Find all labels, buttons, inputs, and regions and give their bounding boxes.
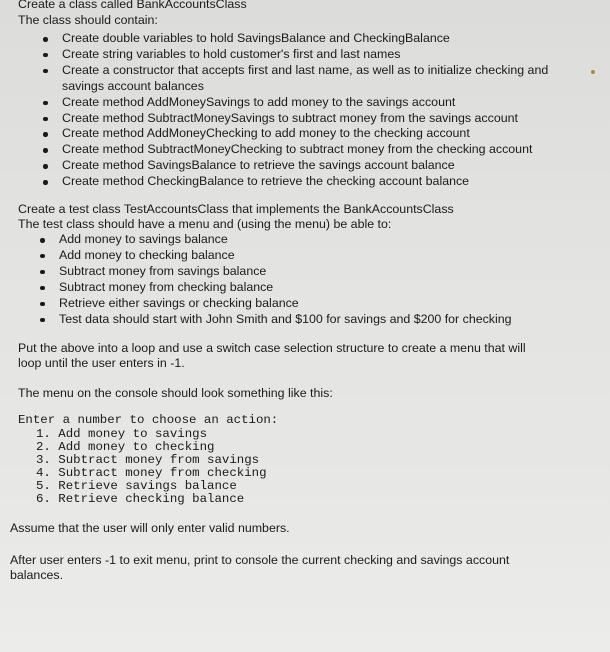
list-item: Test data should start with John Smith and $100 for savings and $200 for checking	[59, 312, 559, 328]
bullet-icon	[43, 180, 48, 185]
paper-speck	[591, 70, 595, 74]
section2-intro: The test class should have a menu and (using the menu) be able to:	[18, 217, 392, 231]
bullet-icon	[43, 69, 48, 74]
list-item: Subtract money from savings balance	[59, 264, 559, 280]
console-option-2: 2. Add money to checking	[36, 440, 215, 454]
list-item: Subtract money from checking balance	[59, 280, 559, 296]
list-item: Create string variables to hold customer's first and last names	[62, 47, 572, 63]
exit-text-line-2: balances.	[10, 568, 64, 582]
section2-list	[59, 232, 559, 327]
section1-intro: The class should contain:	[18, 13, 158, 27]
list-item: Create method SubtractMoneyChecking to subtract money from the checking account	[62, 142, 572, 158]
bullet-icon	[40, 238, 45, 243]
menu-intro: The menu on the console should look something like this:	[18, 386, 333, 400]
bullet-icon	[40, 254, 45, 259]
list-item: Create method SubtractMoneySavings to subtract money from the savings account	[62, 111, 572, 127]
bullet-icon	[43, 148, 48, 153]
bullet-icon	[43, 164, 48, 169]
bullet-icon	[40, 302, 45, 307]
console-option-1: 1. Add money to savings	[36, 427, 208, 441]
section1-list	[62, 31, 572, 190]
list-item: Create a constructor that accepts first and last name, as well as to initialize checking and savings account balances	[62, 63, 572, 95]
console-option-3: 3. Subtract money from savings	[36, 453, 260, 467]
list-item: Retrieve either savings or checking balance	[59, 296, 559, 312]
list-item: Add money to checking balance	[59, 248, 559, 264]
loop-text-line-2: loop until the user enters in -1.	[18, 356, 185, 370]
list-item: Create method AddMoneyChecking to add money to the checking account	[62, 126, 572, 142]
console-option-6: 6. Retrieve checking balance	[36, 492, 245, 506]
console-option-5: 5. Retrieve savings balance	[36, 479, 237, 493]
exit-text-line-1: After user enters -1 to exit menu, print to console the current checking and savings account	[10, 553, 510, 567]
list-item: Create method SavingsBalance to retrieve the savings account balance	[62, 158, 572, 174]
section2-title: Create a test class TestAccountsClass that implements the BankAccountsClass	[18, 202, 454, 216]
list-item: Create method AddMoneySavings to add money to the savings account	[62, 95, 572, 111]
bullet-icon	[40, 286, 45, 291]
bullet-icon	[40, 270, 45, 275]
list-item: Add money to savings balance	[59, 232, 559, 248]
bullet-icon	[43, 53, 48, 58]
bullet-icon	[43, 117, 48, 122]
assume-text: Assume that the user will only enter valid numbers.	[10, 521, 290, 535]
bullet-icon	[43, 37, 48, 42]
list-item: Create double variables to hold SavingsBalance and CheckingBalance	[62, 31, 572, 47]
console-option-4: 4. Subtract money from checking	[36, 466, 267, 480]
bullet-icon	[40, 318, 45, 323]
section1-title: Create a class called BankAccountsClass	[18, 0, 247, 11]
loop-text-line-1: Put the above into a loop and use a switch case selection structure to create a menu that will	[18, 341, 526, 355]
bullet-icon	[43, 101, 48, 106]
list-item: Create method CheckingBalance to retrieve the checking account balance	[62, 174, 572, 190]
console-prompt: Enter a number to choose an action:	[18, 413, 279, 427]
bullet-icon	[43, 132, 48, 137]
